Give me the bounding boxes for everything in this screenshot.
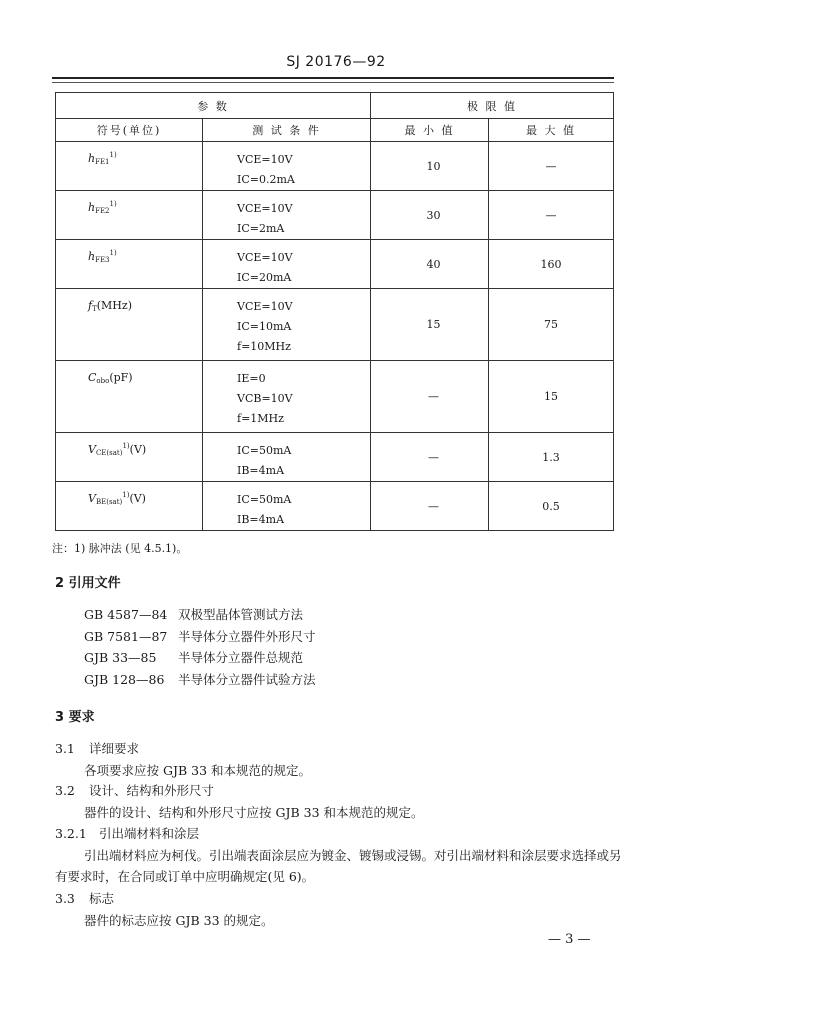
- test-condition-cell: [203, 191, 371, 240]
- test-condition: IC=50mA: [237, 493, 292, 506]
- clause-title: 标志: [88, 891, 114, 906]
- parameter-symbol-cell: [56, 142, 203, 191]
- symbol-subscript: CE(sat): [95, 449, 123, 457]
- test-condition: IB=4mA: [237, 464, 285, 477]
- reference-code: GB 7581—87: [84, 628, 168, 644]
- min-value-cell: 40: [371, 240, 489, 289]
- clause-3-3-heading: [55, 889, 114, 907]
- symbol-superscript: 1): [122, 491, 130, 499]
- table-row: [56, 142, 614, 191]
- symbol-subscript: FE3: [95, 256, 110, 264]
- header-rule-thin: [52, 82, 614, 83]
- clause-number: 3.2.1: [55, 826, 87, 841]
- test-condition: VCB=10V: [237, 392, 293, 405]
- test-condition-cell: [203, 361, 371, 433]
- max-value-cell: 160: [489, 240, 614, 289]
- table-row: [56, 191, 614, 240]
- parameter-symbol-cell: [56, 191, 203, 240]
- min-value-cell: —: [371, 361, 489, 433]
- table-row: [56, 240, 614, 289]
- reference-item: [84, 604, 316, 626]
- clause-3-3-text: 器件的标志应按 GJB 33 的规定。: [84, 913, 274, 928]
- test-condition: IC=20mA: [237, 271, 292, 284]
- test-condition-cell: [203, 289, 371, 361]
- test-condition-cell: [203, 240, 371, 289]
- section-3-title: 3 要求: [55, 710, 95, 725]
- max-column-header: 最 大 值: [489, 119, 614, 142]
- condition-column-header: 测 试 条 件: [203, 119, 371, 142]
- symbol-unit: (V): [129, 492, 146, 505]
- test-condition-cell: [203, 482, 371, 531]
- test-condition-cell: [203, 142, 371, 191]
- reference-code: GB 4587—84: [84, 607, 168, 622]
- clause-number: 3.1: [55, 741, 75, 756]
- reference-item: [84, 626, 316, 648]
- parameter-table: [55, 92, 614, 531]
- parameter-symbol-cell: [56, 289, 203, 361]
- clause-title: 引出端材料和涂层: [98, 826, 199, 841]
- parameter-symbol-cell: [56, 361, 203, 433]
- min-column-header: 最 小 值: [371, 119, 489, 142]
- clause-3-2-text: 器件的设计、结构和外形尺寸应按 GJB 33 和本规范的规定。: [84, 805, 424, 820]
- min-value-cell: 10: [371, 142, 489, 191]
- symbol-superscript: 1): [109, 249, 117, 257]
- reference-title: 半导体分立器件总规范: [178, 650, 304, 665]
- symbol-main: h: [88, 201, 96, 214]
- clause-3-1-heading: [55, 739, 139, 757]
- symbol-unit: (pF): [109, 371, 133, 384]
- table-row: [56, 289, 614, 361]
- params-group-header: 参 数: [56, 93, 371, 119]
- test-condition: f=1MHz: [237, 412, 284, 425]
- reference-item: [84, 647, 316, 669]
- symbol-subscript: T: [92, 305, 97, 313]
- table-column-header-row: [56, 119, 614, 142]
- symbol-main: V: [88, 443, 96, 456]
- symbol-subscript: BE(sat): [95, 498, 123, 506]
- clause-3-2-1-heading: [55, 824, 199, 842]
- section-2-title: 2 引用文件: [55, 576, 121, 591]
- symbol-main: V: [88, 492, 96, 505]
- symbol-superscript: 1): [109, 200, 117, 208]
- symbol-subscript: obo: [96, 377, 110, 385]
- standard-number: SJ 20176—92: [286, 54, 386, 70]
- max-value-cell: 15: [489, 361, 614, 433]
- max-value-cell: 0.5: [489, 482, 614, 531]
- reference-title: 半导体分立器件试验方法: [178, 671, 316, 687]
- symbol-main: h: [88, 152, 96, 165]
- symbol-superscript: 1): [122, 442, 130, 450]
- reference-code: GJB 33—85: [84, 650, 157, 665]
- symbol-main: f: [88, 299, 93, 312]
- parameter-symbol-cell: [56, 433, 203, 482]
- clause-number: 3.3: [55, 891, 75, 906]
- max-value-cell: —: [489, 142, 614, 191]
- table-group-header-row: [56, 93, 614, 119]
- min-value-cell: 30: [371, 191, 489, 240]
- symbol-column-header: 符号(单位): [56, 119, 203, 142]
- reference-title: 半导体分立器件外形尺寸: [178, 628, 316, 644]
- clause-3-2-1-text: 引出端材料应为柯伐。引出端表面涂层应为镀金、镀锡或浸锡。对引出端材料和涂层要求选择或另有要求时，在合同或订单中应明确规定(见 6)。: [55, 848, 622, 884]
- table-note: 注：1) 脉冲法 (见 4.5.1)。: [52, 542, 188, 555]
- clause-title: 详细要求: [88, 741, 139, 756]
- reference-code: GJB 128—86: [84, 671, 165, 687]
- clause-title: 设计、结构和外形尺寸: [88, 783, 214, 798]
- test-condition: IC=2mA: [237, 222, 285, 235]
- test-condition: f=10MHz: [237, 340, 291, 353]
- page-number: — 3 —: [548, 932, 591, 947]
- max-value-cell: 75: [489, 289, 614, 361]
- test-condition: VCE=10V: [237, 202, 293, 215]
- symbol-unit: (MHz): [96, 299, 132, 312]
- symbol-subscript: FE1: [95, 158, 110, 166]
- clause-number: 3.2: [55, 783, 75, 798]
- symbol-unit: (V): [129, 443, 147, 456]
- max-value-cell: —: [489, 191, 614, 240]
- table-row: [56, 482, 614, 531]
- symbol-main: h: [88, 250, 96, 263]
- test-condition: IC=0.2mA: [237, 173, 295, 186]
- parameter-symbol-cell: [56, 482, 203, 531]
- test-condition: VCE=10V: [237, 300, 293, 313]
- test-condition: VCE=10V: [237, 251, 293, 264]
- symbol-main: C: [88, 371, 97, 384]
- symbol-subscript: FE2: [95, 207, 110, 215]
- symbol-superscript: 1): [109, 151, 117, 159]
- min-value-cell: —: [371, 482, 489, 531]
- clause-3-1-text: 各项要求应按 GJB 33 和本规范的规定。: [84, 763, 312, 778]
- test-condition: IC=50mA: [237, 444, 292, 457]
- limits-group-header: 极 限 值: [371, 93, 614, 119]
- header-rule-thick: [52, 77, 614, 79]
- test-condition-cell: [203, 433, 371, 482]
- test-condition: IC=10mA: [237, 320, 292, 333]
- test-condition: VCE=10V: [237, 153, 293, 166]
- reference-item: [84, 669, 316, 691]
- max-value-cell: 1.3: [489, 433, 614, 482]
- test-condition: IB=4mA: [237, 513, 285, 526]
- test-condition: IE=0: [237, 372, 266, 385]
- min-value-cell: —: [371, 433, 489, 482]
- table-row: [56, 433, 614, 482]
- reference-title: 双极型晶体管测试方法: [178, 607, 304, 622]
- table-row: [56, 361, 614, 433]
- min-value-cell: 15: [371, 289, 489, 361]
- parameter-symbol-cell: [56, 240, 203, 289]
- clause-3-2-heading: [55, 781, 214, 799]
- reference-list: [84, 604, 316, 690]
